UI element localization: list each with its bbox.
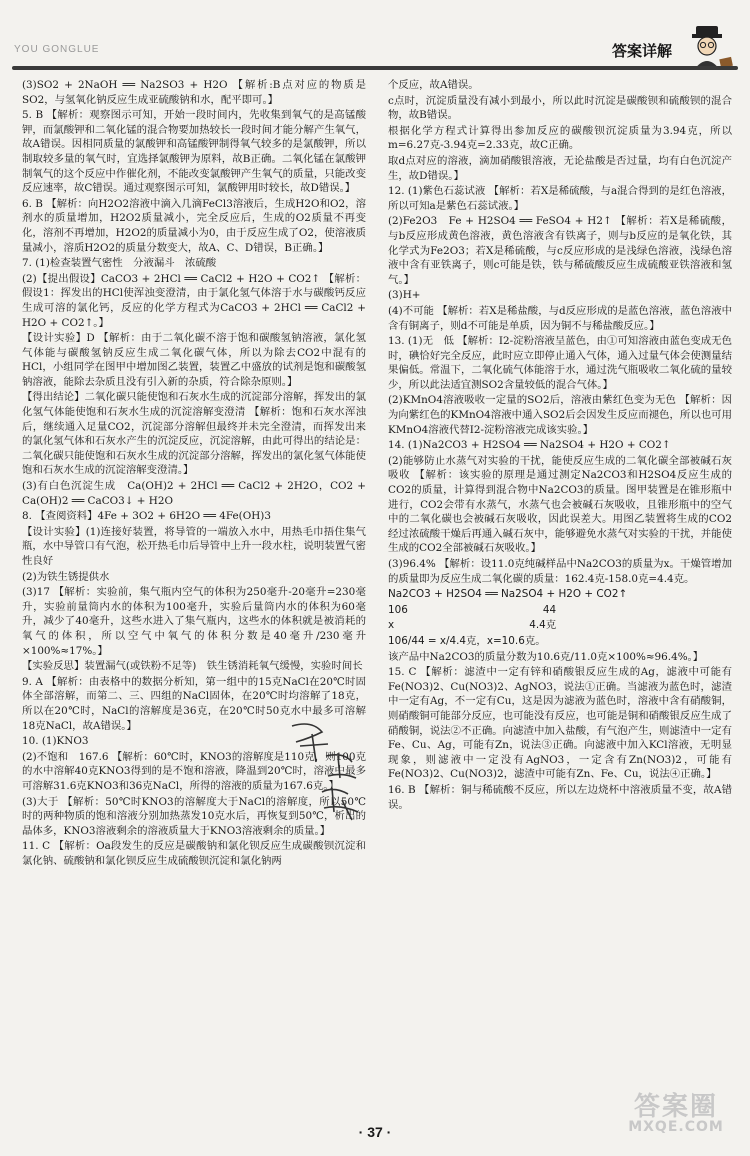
header-title: 答案详解 [611, 42, 672, 60]
answer-entry: 【设计实验】(1)连接好装置，将导管的一端放入水中，用热毛巾捂住集气瓶，水中导管口有气泡，松开热毛巾后导管中上升一段水柱，说明装置气密性良好 [22, 525, 366, 567]
answer-entry: 个反应，故A错误。 [388, 79, 479, 91]
answer-entry: 9. A 【解析：由表格中的数据分析知，第一组中的15克NaCl在20℃时固体全部溶解，而第二、三、四组的NaCl固体，在20℃时均溶解了18克，所以在20℃时，NaCl的溶解度是36克，在20℃时50克水中最多可溶解18克NaCl，故A错误。】 [22, 675, 366, 732]
equation-line: 106 44 [388, 603, 557, 616]
handwritten-scribble [282, 716, 372, 836]
answer-entry: 5. B 【解析：观察图示可知，开始一段时间内，先收集到氧气的是高锰酸钾，而氯酸钾和二氧化锰的混合物要加热较长一段时间才能分解产生氧气，故A错误。因相同质量的氯酸钾和高锰酸钾制得氧气较多的是氯酸钾，所以制取较多量的氧气时，宜选择氯酸钾为原料，故B正确。二氧化锰在氯酸钾制氧气的这个反应中作催化剂，不能改变氯酸钾产生氧气的质量，只能改变反应速率，故C错误。通过观察图示可知，氯酸钾用时较长，故D错误。】 [22, 109, 366, 195]
answer-entry: (3)SO2 + 2NaOH ══ Na2SO3 + H2O 【解析:B点对应的物质是SO2，与氢氧化钠反应生成亚硫酸钠和水，配平即可。】 [22, 79, 366, 106]
watermark-logo [616, 1086, 736, 1148]
answer-entry: (2)为铁生锈提供水 [22, 570, 110, 583]
left-column [22, 78, 366, 1118]
answer-entry: 【得出结论】二氧化碳只能使饱和石灰水生成的沉淀部分溶解，挥发出的氯化氢气体能使饱和石灰水生成的沉淀溶解变澄清 【解析：饱和石灰水浑浊后，继续通入足量CO2，沉淀部分溶解但最终并未完全澄清，而挥发出来的氯化氢气体和石灰水产生的沉淀反应，沉淀溶解，由此可得出的结论是：二氧化碳只能使饱和石灰水生成的沉淀部分溶解，挥发出的氯化氢气体能使饱和石灰水生成的沉淀溶解变澄清。】 [22, 391, 366, 477]
watermark-bottom: MXQE.COM [628, 1119, 724, 1135]
answer-entry: 该产品中Na2CO3的质量分数为10.6克/11.0克×100%≈96.4%。】 [388, 650, 704, 663]
answer-entry: (2)【提出假设】CaCO3 + 2HCl ══ CaCl2 + H2O + CO2↑ 【解析：假设1：挥发出的HCl使浑浊变澄清，由于氯化氢气体溶于水与碳酸钙反应生成可溶的氯化钙，反应的化学方程式为CaCO3 + 2HCl ══ CaCl2 + H2O + CO2↑。】 [22, 272, 366, 329]
answer-entry: 【设计实验】D 【解析：由于二氧化碳不溶于饱和碳酸氢钠溶液，氯化氢气体能与碳酸氢钠反应生成二氧化碳气体，所以为除去CO2中混有的HCl，小组同学在图甲中增加图乙装置，装置乙中盛放的试剂是饱和碳酸氢钠溶液，能除去杂质且没有引入新的杂质，符合除杂原则。】 [22, 332, 366, 388]
answer-entry: (4)不可能 【解析：若X是稀盐酸，与d反应形成的是蓝色溶液，蓝色溶液中含有铜离子，则d不可能是单质，因为铜不与稀盐酸反应。】 [388, 304, 732, 332]
answer-entry: c点时，沉淀质量没有减小到最小，所以此时沉淀是碳酸钡和硫酸钡的混合物，故B错误。 [388, 94, 732, 122]
answer-entry: 13. (1)无 低 【解析：I2-淀粉溶液呈蓝色，由①可知溶液由蓝色变成无色时，碘恰好完全反应，此时应立即停止通入气体，通入过量气体会使测量结果偏低。常温下，二氧化硫气体能溶于水，通过洗气瓶吸收二氧化硫的量较少，所以此法适宜测SO2含量较低的混合气体。】 [388, 335, 732, 391]
answer-entry: (2)Fe2O3 Fe + H2SO4 ══ FeSO4 + H2↑ 【解析：若X是稀硫酸，与b反应形成黄色溶液，黄色溶液含有铁离子，则与b反应的是氧化铁，其化学式为Fe2O3；若X是稀硫酸，与c反应形成的是浅绿色溶液，浅绿色溶液中含有亚铁离子，则c可能是铁，铁与稀硫酸反应生成硫酸亚铁溶液和氢气。】 [388, 215, 732, 286]
answer-entry: 16. B 【解析：铜与稀硫酸不反应，所以左边烧杯中溶液质量不变，故A错误。 [388, 783, 732, 811]
answer-entry: (3)17 【解析：实验前，集气瓶内空气的体积为250毫升-20毫升=230毫升，实验前量筒内水的体积为100毫升，实验后量筒内水的体积为60毫升，减少了40毫升，这些水进入了集气瓶内，这些水的体积就是被消耗的氧气的体积，所以空气中氧气的体积分数是40毫升/230毫升×100%≈17%。】 [22, 586, 366, 657]
equation-line: Na2CO3 + H2SO4 ══ Na2SO4 + H2O + CO2↑ [388, 588, 628, 601]
page-number: · 37 · [358, 1124, 392, 1140]
brand-text: YOU GONGLUE [14, 44, 100, 55]
page-header [0, 0, 750, 74]
answer-entry: (2)不饱和 167.6 【解析：60℃时，KNO3的溶解度是110克，则100克的水中溶解40克KNO3得到的是不饱和溶液，降温到20℃时，溶液中最多可溶解31.6克KNO3和36克NaCl，所得的溶液的质量为167.6克。】 [22, 750, 366, 792]
mascot-icon [676, 22, 736, 72]
answer-entry: 【实验反思】装置漏气(或铁粉不足等) 铁生锈消耗氧气缓慢，实验时间长 [22, 660, 363, 673]
answer-entry: (3)大于 【解析：50℃时KNO3的溶解度大于NaCl的溶解度，所以50℃时的两种物质的饱和溶液分别加热蒸发10克水后，再恢复到50℃，析出的晶体多，KNO3溶液剩余的溶液质量大于KNO3溶液剩余的质量。】 [22, 795, 366, 837]
answer-entry: 取d点对应的溶液，滴加硝酸银溶液，无论盐酸是否过量，均有白色沉淀产生，故D错误。】 [388, 154, 732, 182]
right-column [388, 78, 732, 1118]
answer-entry: 12. (1)紫色石蕊试液 【解析：若X是稀硫酸，与a混合得到的是红色溶液，所以可知a是紫色石蕊试液。】 [388, 185, 732, 212]
answer-entry: (3)H+ [388, 289, 421, 302]
answer-entry: (2)KMnO4溶液吸收一定量的SO2后，溶液由紫红色变为无色 【解析：因为向紫红色的KMnO4溶液中通入SO2后会因发生反应而褪色，所以也可用KMnO4溶液代替I2-淀粉溶液完成该实验。】 [388, 394, 732, 436]
answer-entry: 8. 【查阅资料】4Fe + 3O2 + 6H2O ══ 4Fe(OH)3 [22, 510, 271, 523]
equation-line: 106/44 = x/4.4克，x=10.6克。 [388, 634, 546, 647]
answer-entry: (2)能够防止水蒸气对实验的干扰，能使反应生成的二氧化碳全部被碱石灰吸收 【解析：该实验的原理是通过测定Na2CO3和H2SO4反应生成的CO2的质量，计算得到混合物中Na2CO3的质量。图甲装置是在锥形瓶中进行，CO2会带有水蒸气，水蒸气也会被碱石灰吸收，且锥形瓶中的空气中的二氧化碳也会被碱石灰吸收，因此误差大。用图乙装置将生成的CO2经过浓硫酸干燥后再通入碱石灰中，能够避免水蒸气对实验的干扰，并能使生成的CO2全部被碱石灰吸收。】 [388, 454, 732, 555]
answer-entry: 7. (1)检查装置气密性 分液漏斗 浓硫酸 [22, 257, 217, 270]
equation-line: x 4.4克 [388, 619, 557, 632]
watermark-top: 答案圈 [633, 1092, 718, 1122]
answer-entry: 6. B 【解析：向H2O2溶液中滴入几滴FeCl3溶液后，生成H2O和O2，溶剂水的质量增加，H2O2质量减小，完全反应后，生成的O2质量不再变化，溶剂不再增加，H2O2的质量减小为0，由于反应生成了O2，使溶液质量减小，溶质H2O2的质量分数变大，故A、C、D错误，B正确。】 [22, 197, 366, 254]
answer-entry: (3)有白色沉淀生成 Ca(OH)2 + 2HCl ══ CaCl2 + 2H2O，CO2 + Ca(OH)2 ══ CaCO3↓ + H2O [22, 480, 366, 507]
answer-entry: 15. C 【解析：滤渣中一定有锌和硝酸银反应生成的Ag，滤液中可能有Fe(NO3)2、Cu(NO3)2、AgNO3，说法①正确。当滤液为蓝色时，滤渣中一定有Ag，不一定有Cu，这是因为滤液为蓝色时，溶液中含有硝酸铜，则硝酸铜可能部分反应，也可能没有反应，也可能是铜和硝酸银反应生成了硝酸铜，说法②不正确。向滤渣中加入盐酸，有气泡产生，则滤渣中一定有Fe、Cu、Ag，可能有Zn，说法③正确。向滤液中加入KCl溶液，无明显现象，则滤液中一定没有AgNO3，一定含有Zn(NO3)2，可能有Fe(NO3)2、Cu(NO3)2，滤渣中可能有Zn、Fe、Cu，说法④正确。】 [388, 666, 732, 781]
answer-entry: (3)96.4% 【解析：设11.0克纯碱样品中Na2CO3的质量为x。干燥管增加的质量即为反应生成二氧化碳的质量：162.4克-158.0克=4.4克。 [388, 558, 732, 585]
answer-entry: 14. (1)Na2CO3 + H2SO4 ══ Na2SO4 + H2O + CO2↑ [388, 439, 671, 452]
header-rule [12, 66, 738, 70]
answer-entry: 10. (1)KNO3 [22, 735, 89, 748]
answer-entry: 根据化学方程式计算得出参加反应的碳酸钡沉淀质量为3.94克，所以m=6.27克-3.94克=2.33克，故C正确。 [388, 124, 732, 152]
answer-entry: 11. C 【解析：Oa段发生的反应是碳酸钠和氯化钡反应生成碳酸钡沉淀和氯化钠、硫酸钠和氯化钡反应生成硫酸钡沉淀和氯化钠两 [22, 840, 366, 867]
